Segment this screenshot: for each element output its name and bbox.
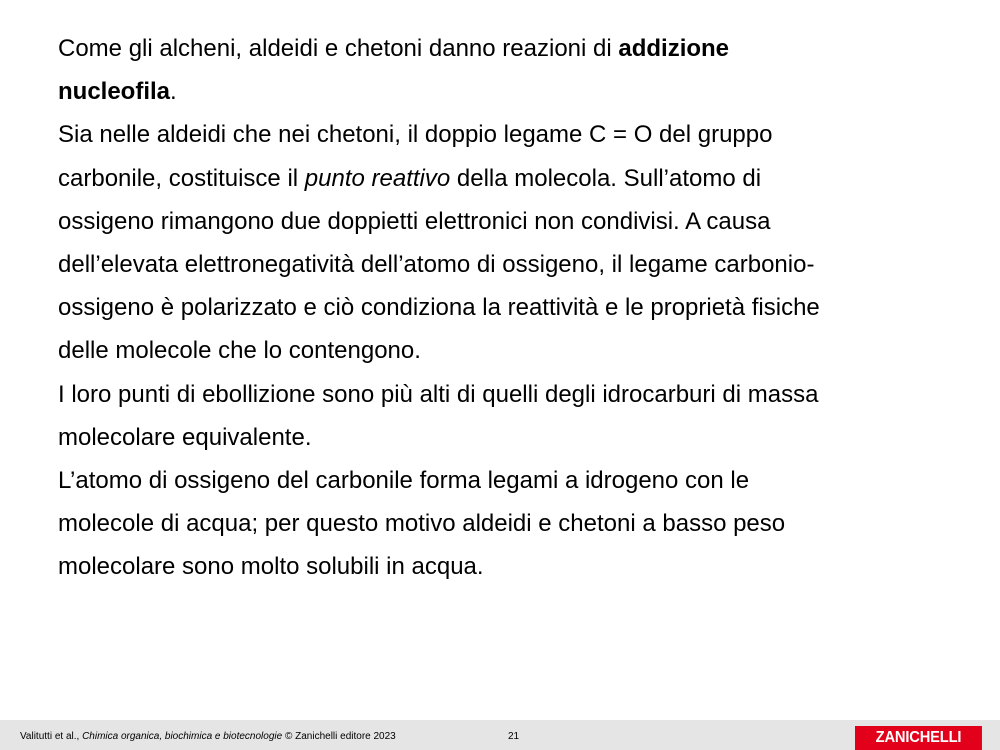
text-line-10: molecolare equivalente. (58, 423, 312, 451)
text-line-1-plain: Come gli alcheni, aldeidi e chetoni danno reazioni di (58, 35, 619, 62)
text-line-8: delle molecole che lo contengono. (58, 337, 421, 365)
text-line-11: L’atomo di ossigeno del carbonile forma legami a idrogeno con le (58, 467, 750, 495)
term-punto-reattivo: punto reattivo (304, 164, 451, 192)
footer-book-title: Chimica organica, biochimica e biotecnologie (82, 731, 283, 742)
text-line-2-plain: . (170, 78, 177, 106)
text-line-7: ossigeno è polarizzato e ciò condiziona la reattività e le proprietà fisiche (58, 294, 820, 322)
page-number: 21 (508, 731, 520, 742)
footer-copyright: © Zanichelli editore 2023 (282, 731, 396, 742)
footer-citation (20, 731, 396, 743)
text-line-4-start: carbonile, costituisce il (58, 164, 305, 192)
text-line-9: I loro punti di ebollizione sono più alti di quelli degli idrocarburi di massa (58, 380, 819, 408)
zanichelli-logo: ZANICHELLI (855, 726, 982, 750)
term-nucleofila: nucleofila (58, 78, 171, 106)
term-addizione: addizione (618, 35, 730, 62)
text-line-4 (58, 157, 958, 200)
text-line-12: molecole di acqua; per questo motivo aldeidi e chetoni a basso peso (58, 510, 786, 538)
slide-body (58, 27, 958, 589)
text-line-3: Sia nelle aldeidi che nei chetoni, il doppio legame C = O del gruppo (58, 121, 773, 149)
footer-authors: Valitutti et al., (20, 731, 83, 742)
text-line-1 (58, 27, 958, 70)
text-line-5: ossigeno rimangono due doppietti elettronici non condivisi. A causa (58, 207, 771, 235)
text-line-13: molecolare sono molto solubili in acqua. (58, 553, 484, 581)
text-line-2 (58, 70, 958, 113)
text-line-6: dell’elevata elettronegatività dell’atomo di ossigeno, il legame carbonio- (58, 251, 815, 279)
text-line-4-end: della molecola. Sull’atomo di (450, 164, 762, 192)
